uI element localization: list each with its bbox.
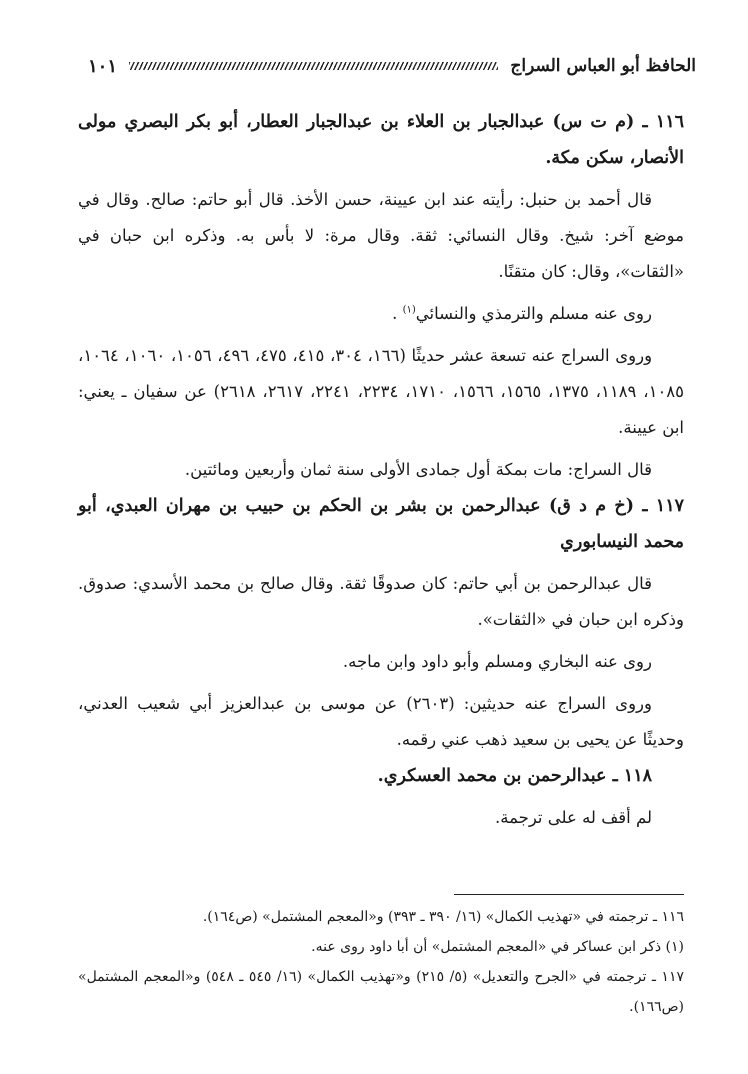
entry-118-heading: ١١٨ ـ عبدالرحمن بن محمد العسكري. [377, 766, 652, 786]
entry-116-narrators-text: روى عنه مسلم والترمذي والنسائي [415, 304, 652, 323]
entry-118-paragraph-1: لم أقف له على ترجمة. [495, 808, 652, 827]
entry-116-paragraph-3: وروى السراج عنه تسعة عشر حديثًا (١٦٦، ٣٠٤، ٤١٥، ٤٧٥، ٤٩٦، ١٠٥٦، ١٠٦٠، ١٠٦٤، ١٠٨٥، ١١٨٩، ١٣٧٥، ١٥٦٥، ١٥٦٦، ١٧١٠، ٢٢٣٤، ٢٢٤١، ٢٦١٧، ٢٦١٨) عن سفيان ـ يعني: ابن عيينة. [78, 346, 685, 437]
entry-116-paragraph-1: قال أحمد بن حنبل: رأيته عند ابن عيينة، حسن الأخذ. قال أبو حاتم: صالح. وقال في موضع آخر: شيخ. وقال النسائي: ثقة. وقال مرة: لا بأس به. وذكره ابن حبان في «الثقات»، وقال: كان متقنًا. [78, 190, 684, 281]
entry-117-paragraph-2: روى عنه البخاري ومسلم وأبو داود وابن ماجه. [342, 652, 652, 671]
period: . [392, 304, 403, 323]
footnote-marker-1[interactable]: (١) [402, 304, 416, 316]
header-ornamental-rule [129, 62, 498, 70]
page-header [88, 52, 696, 80]
entry-117-paragraph-1: قال عبدالرحمن بن أبي حاتم: كان صدوقًا ثقة. وقال صالح بن محمد الأسدي: صدوق. وذكره ابن حبان في «الثقات». [78, 574, 684, 629]
entry-116-paragraph-4: قال السراج: مات بمكة أول جمادى الأولى سنة ثمان وأربعين ومائتين. [184, 460, 652, 479]
footnote-separator [454, 894, 684, 895]
page-body [78, 104, 684, 836]
entry-116-heading: ١١٦ ـ (م ت س) عبدالجبار بن العلاء بن عبدالجبار العطار، أبو بكر البصري مولى الأنصار، سكن مكة. [78, 112, 684, 168]
footnote-116: ١١٦ ـ ترجمته في «تهذيب الكمال» (١٦/ ٣٩٠ ـ ٣٩٣) و«المعجم المشتمل» (ص١٦٤). [202, 909, 684, 925]
footnotes [78, 902, 684, 1022]
entry-117-paragraph-3: وروى السراج عنه حديثين: (٢٦٠٣) عن موسى بن عبدالعزيز أبي شعيب العدني، وحديثًا عن يحيى بن سعيد ذهب عني رقمه. [78, 694, 684, 749]
running-title: الحافظ أبو العباس السراج [510, 56, 696, 76]
entry-117-heading: ١١٧ ـ (خ م د ق) عبدالرحمن بن بشر بن الحكم بن حبيب بن مهران العبدي، أبو محمد النيسابوري [78, 496, 684, 552]
entry-116-paragraph-2 [78, 296, 684, 332]
page-number: ١٠١ [88, 55, 118, 77]
footnote-117: ١١٧ ـ ترجمته في «الجرح والتعديل» (٥/ ٢١٥) و«تهذيب الكمال» (١٦/ ٥٤٥ ـ ٥٤٨) و«المعجم المشتمل» (ص١٦٦). [78, 969, 684, 1015]
footnote-1: (١) ذكر ابن عساكر في «المعجم المشتمل» أن أبا داود روى عنه. [311, 939, 684, 955]
